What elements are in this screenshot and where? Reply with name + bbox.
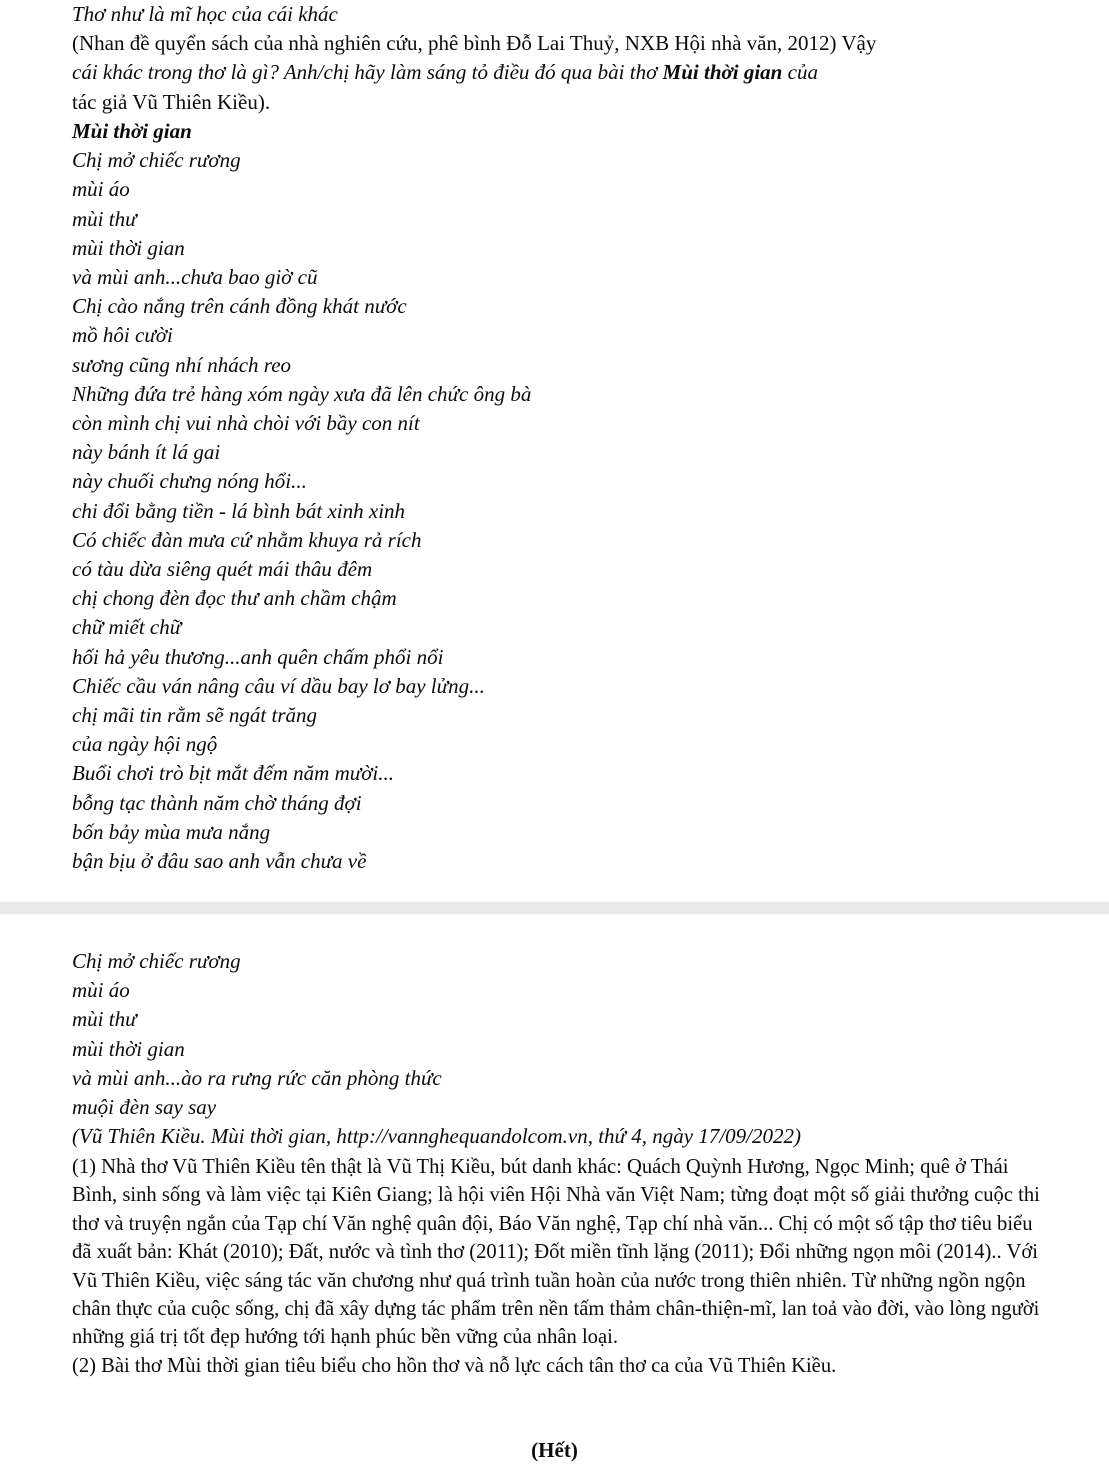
footnote-1: (1) Nhà thơ Vũ Thiên Kiều tên thật là Vũ Thị Kiều, bút danh khác: Quách Quỳnh Hương, Ngọc Minh; quê ở Thái Bình, sinh sống và làm việc tại Kiên Giang; là hội viên Hội Nhà văn Việt Nam; từng đoạt một số giải thưởng cuộc thi thơ và truyện ngắn của Tạp chí Văn nghệ quân đội, Báo Văn nghệ, Tạp chí nhà văn... Chị có một số tập thơ tiêu biểu đã xuất bản: Khát (2010); Đất, nước và tình thơ (2011); Đốt miền tĩnh lặng (2011); Đổi những ngọn môi (2014).. Với Vũ Thiên Kiều, việc sáng tác văn chương như quá trình tuần hoàn của nước trong thiên nhiên. Từ những ngồn ngộn chân thực của cuộc sống, chị đã xây dựng tác phẩm trên nền tấm thảm chân-thiện-mĩ, lan toả vào đời, vào lòng người những giá trị tốt đẹp hướng tới hạnh phúc bền vững của nhân loại.: [72, 1156, 1040, 1349]
poem-part-1: [72, 117, 1072, 876]
footnote-2: (2) Bài thơ Mùi thời gian tiêu biểu cho hồn thơ và nỗ lực cách tân thơ ca của Vũ Thiên Kiều.: [72, 1354, 837, 1377]
poem-line: còn mình chị vui nhà chòi với bầy con nít: [72, 411, 420, 436]
poem-line: bận bịu ở đâu sao anh vẫn chưa về: [72, 849, 367, 874]
intro-text: của: [782, 60, 818, 85]
footnotes: [72, 1153, 1052, 1380]
poem-line: chi đổi bằng tiền - lá bình bát xinh xinh: [72, 498, 406, 523]
poem-line: Chị cào nắng trên cánh đồng khát nước: [72, 294, 407, 319]
intro-line: [72, 58, 1072, 87]
poem-line: chị mãi tin rằm sẽ ngát trăng: [72, 703, 317, 728]
poem-line: mùi thời gian: [72, 235, 185, 260]
page-divider: [0, 902, 1109, 914]
poem-line: này bánh ít lá gai: [72, 440, 221, 465]
poem-line: và mùi anh...ào ra rưng rức căn phòng thức: [72, 1065, 442, 1090]
poem-line: chữ miết chữ: [72, 615, 182, 640]
poem-line: và mùi anh...chưa bao giờ cũ: [72, 265, 318, 290]
poem-line: Chị mở chiếc rương: [72, 949, 241, 973]
end-mark: (Hết): [531, 1438, 578, 1462]
poem-line: mùi áo: [72, 177, 130, 202]
poem-line: mùi áo: [72, 978, 130, 1003]
poem-line: chị chong đèn đọc thư anh chầm chậm: [72, 586, 397, 611]
poem-line: muội đèn say say: [72, 1095, 217, 1120]
poem-line: sương cũng nhí nhách reo: [72, 352, 292, 377]
poem-part-2: [72, 947, 1072, 1151]
poem-line: Chị mở chiếc rương: [72, 148, 241, 173]
poem-line: có tàu dừa siêng quét mái thâu đêm: [72, 557, 373, 582]
poem-line: mồ hôi cười: [72, 323, 173, 348]
intro-line: tác giả Vũ Thiên Kiều).: [72, 89, 271, 114]
question-intro: [72, 0, 1072, 117]
poem-line: Chiếc cầu ván nâng câu ví dầu bay lơ bay lửng...: [72, 673, 485, 698]
intro-line: (Nhan đề quyển sách của nhà nghiên cứu, phê bình Đỗ Lai Thuỷ, NXB Hội nhà văn, 2012) Vậy: [72, 31, 877, 56]
poem-stanza-2: [72, 947, 1072, 1122]
poem-title: Mùi thời gian: [72, 119, 192, 143]
poem-line: hối hả yêu thương...anh quên chấm phổi nổi: [72, 644, 444, 669]
poem-line: của ngày hội ngộ: [72, 732, 218, 757]
intro-text: cái khác trong thơ là gì? Anh/chị hãy làm sáng tỏ điều đó qua bài thơ: [72, 60, 663, 85]
poem-line: Có chiếc đàn mưa cứ nhằm khuya rả rích: [72, 527, 422, 552]
poem-line: Buổi chơi trò bịt mắt đếm năm mười...: [72, 761, 395, 786]
poem-line: bỗng tạc thành năm chờ tháng đợi: [72, 790, 362, 815]
poem-line: mùi thư: [72, 206, 137, 231]
poem-line: mùi thư: [72, 1007, 137, 1032]
poem-line: này chuối chưng nóng hổi...: [72, 469, 307, 494]
poem-line: bốn bảy mùa mưa nắng: [72, 819, 271, 844]
poem-line: Những đứa trẻ hàng xóm ngày xưa đã lên chức ông bà: [72, 381, 532, 406]
poem-source: (Vũ Thiên Kiều. Mùi thời gian, http://vannghequandolcom.vn, thứ 4, ngày 17/09/2022): [72, 1124, 801, 1149]
poem-stanza-1: [72, 146, 1072, 876]
poem-title-inline: Mùi thời gian: [662, 60, 783, 85]
quote-line: Thơ như là mĩ học của cái khác: [72, 2, 338, 26]
poem-line: mùi thời gian: [72, 1036, 185, 1061]
